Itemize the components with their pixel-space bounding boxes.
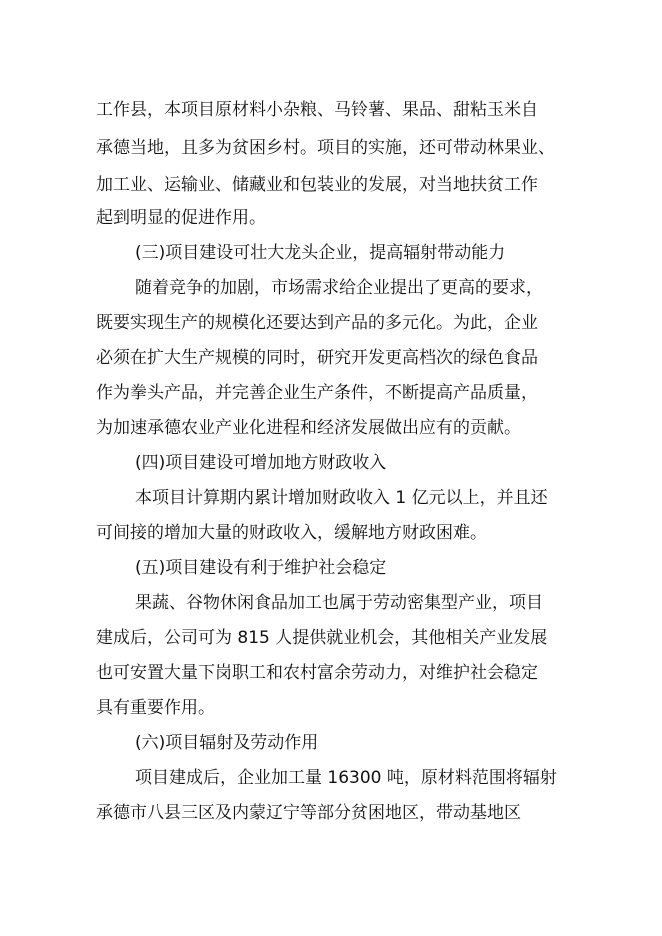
paragraph-line: 承德当地，且多为贫困乡村。项目的实施，还可带动林果业、: [96, 138, 555, 158]
paragraph-line: 为加速承德农业产业化进程和经济发展做出应有的贡献。: [96, 418, 521, 438]
paragraph-line: 果蔬、谷物休闲食品加工也属于劳动密集型产业，项目: [135, 593, 543, 613]
section-heading-6: (六)项目辐射及劳动作用: [135, 733, 319, 753]
paragraph-line: 加工业、运输业、储藏业和包装业的发展，对当地扶贫工作: [96, 175, 538, 195]
paragraph-line: 项目建成后，企业加工量 16300 吨，原材料范围将辐射: [135, 768, 557, 788]
paragraph-line: 工作县，本项目原材料小杂粮、马铃薯、果品、甜粘玉米自: [96, 100, 538, 120]
paragraph-line: 必须在扩大生产规模的同时，研究开发更高档次的绿色食品: [96, 348, 538, 368]
section-heading-3: (三)项目建设可壮大龙头企业，提高辐射带动能力: [135, 243, 506, 263]
paragraph-line: 可间接的增加大量的财政收入，缓解地方财政困难。: [96, 523, 487, 543]
paragraph-line: 作为拳头产品，并完善企业生产条件，不断提高产品质量，: [96, 383, 538, 403]
paragraph-line: 随着竞争的加剧，市场需求给企业提出了更高的要求，: [135, 278, 543, 298]
section-heading-4: (四)项目建设可增加地方财政收入: [135, 453, 387, 473]
paragraph-line: 本项目计算期内累计增加财政收入 1 亿元以上，并且还: [135, 488, 548, 508]
paragraph-line: 既要实现生产的规模化还要达到产品的多元化。为此，企业: [96, 313, 538, 333]
paragraph-line: 起到明显的促进作用。: [96, 208, 266, 228]
paragraph-line: 承德市八县三区及内蒙辽宁等部分贫困地区，带动基地区: [96, 803, 521, 823]
paragraph-line: 也可安置大量下岗职工和农村富余劳动力，对维护社会稳定: [96, 663, 538, 683]
paragraph-line: 建成后，公司可为 815 人提供就业机会，其他相关产业发展: [96, 628, 548, 648]
paragraph-line: 具有重要作用。: [96, 698, 215, 718]
section-heading-5: (五)项目建设有利于维护社会稳定: [135, 558, 387, 578]
